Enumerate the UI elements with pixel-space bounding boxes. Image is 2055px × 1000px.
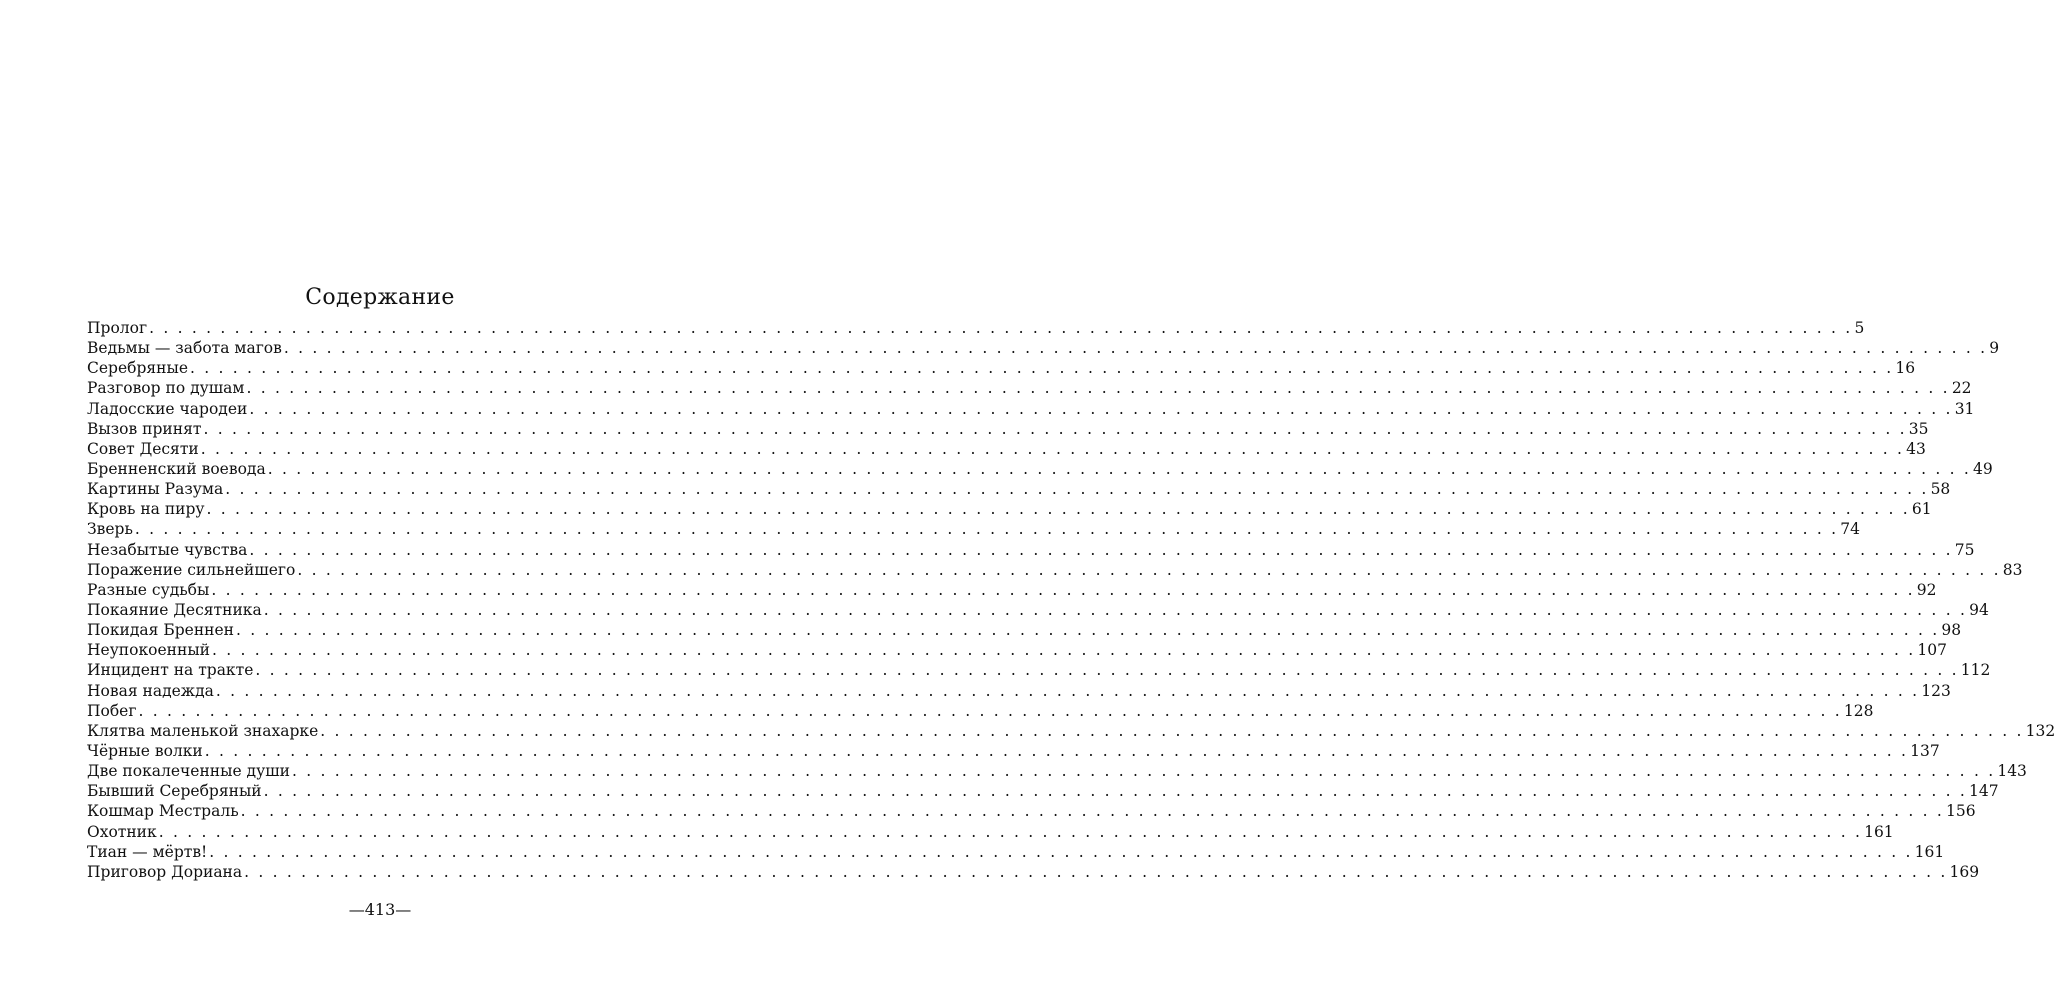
toc-entry-page: 22 — [1951, 379, 1972, 398]
toc-entry-page: 31 — [1954, 399, 1975, 418]
toc-entry — [87, 499, 1932, 519]
toc-leader-dots: . . . . . . . . . . . . . . . . . . . . . . . . . . . . . . . . . . . . . . . . . . . . . . . . . . . . . . . . . . . . . . . . . . . . . . . . . . . . . . . . . . . . . . . . . . . . . . . . . . . . . . . . . . . . . . . . . . . . . . . . — [320, 721, 2024, 740]
toc-entry — [87, 781, 1999, 801]
toc-entry-title: Ладосские чародеи — [87, 399, 248, 418]
toc-entry-page: 112 — [1960, 661, 1991, 680]
toc-leader-dots: . . . . . . . . . . . . . . . . . . . . . . . . . . . . . . . . . . . . . . . . . . . . . . . . . . . . . . . . . . . . . . . . . . . . . . . . . . . . . . . . . . . . . . . . . . . . . . . . . . . . . . . . . . . . . . . . . . . . . . . . — [206, 500, 1910, 519]
toc-entry-page: 137 — [1910, 741, 1940, 760]
toc-entry — [87, 580, 1937, 600]
toc-entry — [87, 318, 1865, 338]
toc-entry-page: 43 — [1906, 439, 1926, 458]
toc-entry-page: 75 — [1954, 540, 1975, 559]
toc-entry-title: Охотник — [87, 822, 157, 841]
page-number: —413— — [348, 900, 412, 919]
toc-entry-page: 58 — [1930, 480, 1951, 499]
toc-leader-dots: . . . . . . . . . . . . . . . . . . . . . . . . . . . . . . . . . . . . . . . . . . . . . . . . . . . . . . . . . . . . . . . . . . . . . . . . . . . . . . . . . . . . . . . . . . . . . . . . . . . . . . . . . . . . . . . . . . . . . . . . — [215, 681, 1920, 700]
toc-entry-title: Вызов принят — [87, 419, 202, 438]
toc-entry — [87, 419, 1929, 439]
toc-entry — [87, 459, 1993, 479]
toc-leader-dots: . . . . . . . . . . . . . . . . . . . . . . . . . . . . . . . . . . . . . . . . . . . . . . . . . . . . . . . . . . . . . . . . . . . . . . . . . . . . . . . . . . . . . . . . . . . . . . . . . . . . . . . . . . . . . . . . . . . . . . . . — [297, 560, 2001, 579]
toc-entry — [87, 761, 2027, 781]
toc-entry — [87, 620, 1962, 640]
toc-entry-title: Побег — [87, 701, 137, 720]
toc-leader-dots: . . . . . . . . . . . . . . . . . . . . . . . . . . . . . . . . . . . . . . . . . . . . . . . . . . . . . . . . . . . . . . . . . . . . . . . . . . . . . . . . . . . . . . . . . . . . . . . . . . . . . . . . . . . . . . . . . . . . . . . . — [283, 339, 1988, 358]
toc-entry-title: Покаяние Десятника — [87, 600, 262, 619]
toc-entry-title: Незабытые чувства — [87, 540, 248, 559]
toc-entry-page: 35 — [1908, 419, 1929, 438]
toc-entry-title: Две покалеченные души — [87, 762, 290, 781]
toc-entry-title: Неупокоенный — [87, 641, 210, 660]
toc-leader-dots: . . . . . . . . . . . . . . . . . . . . . . . . . . . . . . . . . . . . . . . . . . . . . . . . . . . . . . . . . . . . . . . . . . . . . . . . . . . . . . . . . . . . . . . . . . . . . . . . . . . . . . . . . . . . . . . . . . . . . . . . — [204, 741, 1909, 760]
toc-leader-dots: . . . . . . . . . . . . . . . . . . . . . . . . . . . . . . . . . . . . . . . . . . . . . . . . . . . . . . . . . . . . . . . . . . . . . . . . . . . . . . . . . . . . . . . . . . . . . . . . . . . . . . . . . . . . . . . . . . . . . . . . — [203, 419, 1907, 438]
toc-entry-page: 16 — [1895, 359, 1916, 378]
toc-entry — [87, 378, 1972, 398]
table-of-contents — [87, 318, 2055, 882]
toc-entry — [87, 399, 1975, 419]
page-title: Содержание — [305, 285, 455, 310]
toc-entry — [87, 640, 1947, 660]
toc-entry — [87, 439, 1926, 459]
toc-entry-page: 143 — [1997, 762, 2027, 781]
toc-entry — [87, 358, 1916, 378]
toc-leader-dots: . . . . . . . . . . . . . . . . . . . . . . . . . . . . . . . . . . . . . . . . . . . . . . . . . . . . . . . . . . . . . . . . . . . . . . . . . . . . . . . . . . . . . . . . . . . . . . . . . . . . . . . . . . . . . . . . . . . . . . . . — [212, 641, 1916, 660]
toc-entry-page: 161 — [1864, 822, 1894, 841]
toc-entry-title: Новая надежда — [87, 681, 214, 700]
toc-leader-dots: . . . . . . . . . . . . . . . . . . . . . . . . . . . . . . . . . . . . . . . . . . . . . . . . . . . . . . . . . . . . . . . . . . . . . . . . . . . . . . . . . . . . . . . . . . . . . . . . . . . . . . . . . . . . . . . . . . . . . . . . — [236, 621, 1940, 640]
toc-leader-dots: . . . . . . . . . . . . . . . . . . . . . . . . . . . . . . . . . . . . . . . . . . . . . . . . . . . . . . . . . . . . . . . . . . . . . . . . . . . . . . . . . . . . . . . . . . . . . . . . . . . . . . . . . . . . . . . . . . . . . . . . — [249, 540, 1953, 559]
toc-entry-page: 74 — [1840, 520, 1861, 539]
toc-entry-page: 169 — [1949, 862, 1980, 881]
toc-entry-title: Совет Десяти — [87, 439, 199, 458]
toc-entry-title: Серебряные — [87, 359, 188, 378]
toc-entry — [87, 479, 1951, 499]
toc-leader-dots: . . . . . . . . . . . . . . . . . . . . . . . . . . . . . . . . . . . . . . . . . . . . . . . . . . . . . . . . . . . . . . . . . . . . . . . . . . . . . . . . . . . . . . . . . . . . . . . . . . . . . . . . . . . . . . . . . . . . . . . . — [200, 439, 1905, 458]
toc-entry-page: 61 — [1911, 500, 1932, 519]
toc-leader-dots: . . . . . . . . . . . . . . . . . . . . . . . . . . . . . . . . . . . . . . . . . . . . . . . . . . . . . . . . . . . . . . . . . . . . . . . . . . . . . . . . . . . . . . . . . . . . . . . . . . . . . . . . . . . . . . . . . . . . . . . . — [249, 399, 1953, 418]
toc-entry-page: 49 — [1973, 459, 1993, 478]
toc-leader-dots: . . . . . . . . . . . . . . . . . . . . . . . . . . . . . . . . . . . . . . . . . . . . . . . . . . . . . . . . . . . . . . . . . . . . . . . . . . . . . . . . . . . . . . . . . . . . . . . . . . . . . . . . . . . . . . . . . . . . . . . . — [263, 782, 1967, 801]
toc-entry-title: Пролог — [87, 319, 148, 337]
toc-leader-dots: . . . . . . . . . . . . . . . . . . . . . . . . . . . . . . . . . . . . . . . . . . . . . . . . . . . . . . . . . . . . . . . . . . . . . . . . . . . . . . . . . . . . . . . . . . . . . . . . . . . . . . . . . . . . . . . . . . . . . . . . — [255, 661, 1959, 680]
toc-leader-dots: . . . . . . . . . . . . . . . . . . . . . . . . . . . . . . . . . . . . . . . . . . . . . . . . . . . . . . . . . . . . . . . . . . . . . . . . . . . . . . . . . . . . . . . . . . . . . . . . . . . . . . . . . . . . . . . . . . . . . . . . — [246, 379, 1950, 398]
toc-leader-dots: . . . . . . . . . . . . . . . . . . . . . . . . . . . . . . . . . . . . . . . . . . . . . . . . . . . . . . . . . . . . . . . . . . . . . . . . . . . . . . . . . . . . . . . . . . . . . . . . . . . . . . . . . . . . . . . . . . . . . . . . — [263, 600, 1968, 619]
toc-entry-page: 123 — [1921, 681, 1951, 700]
toc-entry-title: Бывший Серебряный — [87, 782, 262, 801]
toc-entry-page: 98 — [1941, 621, 1962, 640]
toc-leader-dots: . . . . . . . . . . . . . . . . . . . . . . . . . . . . . . . . . . . . . . . . . . . . . . . . . . . . . . . . . . . . . . . . . . . . . . . . . . . . . . . . . . . . . . . . . . . . . . . . . . . . . . . . . . . . . . . . . . . . . . . . — [225, 480, 1929, 499]
toc-entry — [87, 721, 2055, 741]
toc-entry-page: 128 — [1843, 701, 1874, 720]
toc-entry-page: 9 — [1989, 339, 2000, 358]
toc-entry-title: Кровь на пиру — [87, 500, 205, 519]
toc-leader-dots: . . . . . . . . . . . . . . . . . . . . . . . . . . . . . . . . . . . . . . . . . . . . . . . . . . . . . . . . . . . . . . . . . . . . . . . . . . . . . . . . . . . . . . . . . . . . . . . . . . . . . . . . . . . . . . . . . . . . . . . . — [240, 802, 1944, 821]
toc-entry — [87, 600, 1989, 620]
toc-entry — [87, 681, 1951, 701]
toc-entry-title: Зверь — [87, 520, 133, 539]
toc-entry-page: 147 — [1968, 782, 1999, 801]
toc-leader-dots: . . . . . . . . . . . . . . . . . . . . . . . . . . . . . . . . . . . . . . . . . . . . . . . . . . . . . . . . . . . . . . . . . . . . . . . . . . . . . . . . . . . . . . . . . . . . . . . . . . . . . . . . . . . . . . . . . . . . . . . . — [211, 580, 1915, 599]
toc-entry-title: Разговор по душам — [87, 379, 245, 398]
toc-entry-page: 5 — [1854, 319, 1865, 337]
toc-entry-page: 132 — [2025, 721, 2055, 740]
toc-entry-page: 156 — [1946, 802, 1976, 821]
toc-leader-dots: . . . . . . . . . . . . . . . . . . . . . . . . . . . . . . . . . . . . . . . . . . . . . . . . . . . . . . . . . . . . . . . . . . . . . . . . . . . . . . . . . . . . . . . . . . . . . . . . . . . . . . . . . . . . . . . . . . . . . . . . — [149, 319, 1853, 337]
toc-entry-title: Кошмар Местраль — [87, 802, 239, 821]
toc-entry — [87, 660, 1991, 680]
toc-leader-dots: . . . . . . . . . . . . . . . . . . . . . . . . . . . . . . . . . . . . . . . . . . . . . . . . . . . . . . . . . . . . . . . . . . . . . . . . . . . . . . . . . . . . . . . . . . . . . . . . . . . . . . . . . . . . . . . . . . . . . . . . — [158, 822, 1863, 841]
toc-entry-title: Тиан — мёртв! — [87, 842, 208, 861]
toc-entry-title: Бренненский воевода — [87, 459, 266, 478]
toc-entry-page: 94 — [1969, 600, 1989, 619]
toc-entry — [87, 519, 1861, 539]
toc-entry-page: 92 — [1916, 580, 1937, 599]
toc-entry — [87, 801, 1976, 821]
toc-entry — [87, 862, 1980, 882]
toc-entry — [87, 822, 1894, 842]
toc-entry-title: Ведьмы — забота магов — [87, 339, 282, 358]
toc-entry-title: Разные судьбы — [87, 580, 210, 599]
toc-entry — [87, 842, 1945, 862]
toc-entry — [87, 560, 2023, 580]
toc-entry-title: Картины Разума — [87, 480, 224, 499]
toc-leader-dots: . . . . . . . . . . . . . . . . . . . . . . . . . . . . . . . . . . . . . . . . . . . . . . . . . . . . . . . . . . . . . . . . . . . . . . . . . . . . . . . . . . . . . . . . . . . . . . . . . . . . . . . . . . . . . . . . . . . . . . . . — [138, 701, 1842, 720]
toc-entry — [87, 338, 2000, 358]
toc-leader-dots: . . . . . . . . . . . . . . . . . . . . . . . . . . . . . . . . . . . . . . . . . . . . . . . . . . . . . . . . . . . . . . . . . . . . . . . . . . . . . . . . . . . . . . . . . . . . . . . . . . . . . . . . . . . . . . . . . . . . . . . . — [267, 459, 1972, 478]
toc-entry-title: Покидая Бреннен — [87, 621, 235, 640]
toc-leader-dots: . . . . . . . . . . . . . . . . . . . . . . . . . . . . . . . . . . . . . . . . . . . . . . . . . . . . . . . . . . . . . . . . . . . . . . . . . . . . . . . . . . . . . . . . . . . . . . . . . . . . . . . . . . . . . . . . . . . . . . . . — [134, 520, 1839, 539]
toc-leader-dots: . . . . . . . . . . . . . . . . . . . . . . . . . . . . . . . . . . . . . . . . . . . . . . . . . . . . . . . . . . . . . . . . . . . . . . . . . . . . . . . . . . . . . . . . . . . . . . . . . . . . . . . . . . . . . . . . . . . . . . . . — [291, 762, 1996, 781]
toc-entry-title: Чёрные волки — [87, 741, 203, 760]
toc-entry-page: 107 — [1917, 641, 1947, 660]
toc-entry — [87, 540, 1975, 560]
toc-leader-dots: . . . . . . . . . . . . . . . . . . . . . . . . . . . . . . . . . . . . . . . . . . . . . . . . . . . . . . . . . . . . . . . . . . . . . . . . . . . . . . . . . . . . . . . . . . . . . . . . . . . . . . . . . . . . . . . . . . . . . . . . — [244, 862, 1948, 881]
toc-entry-title: Инцидент на тракте — [87, 661, 254, 680]
toc-entry-title: Приговор Дориана — [87, 862, 243, 881]
toc-leader-dots: . . . . . . . . . . . . . . . . . . . . . . . . . . . . . . . . . . . . . . . . . . . . . . . . . . . . . . . . . . . . . . . . . . . . . . . . . . . . . . . . . . . . . . . . . . . . . . . . . . . . . . . . . . . . . . . . . . . . . . . . — [190, 359, 1894, 378]
toc-entry-title: Клятва маленькой знахарке — [87, 721, 319, 740]
toc-leader-dots: . . . . . . . . . . . . . . . . . . . . . . . . . . . . . . . . . . . . . . . . . . . . . . . . . . . . . . . . . . . . . . . . . . . . . . . . . . . . . . . . . . . . . . . . . . . . . . . . . . . . . . . . . . . . . . . . . . . . . . . . — [209, 842, 1913, 861]
toc-entry-page: 161 — [1914, 842, 1945, 861]
toc-entry — [87, 741, 1940, 761]
toc-entry — [87, 701, 1874, 721]
toc-entry-page: 83 — [2002, 560, 2023, 579]
toc-entry-title: Поражение сильнейшего — [87, 560, 296, 579]
